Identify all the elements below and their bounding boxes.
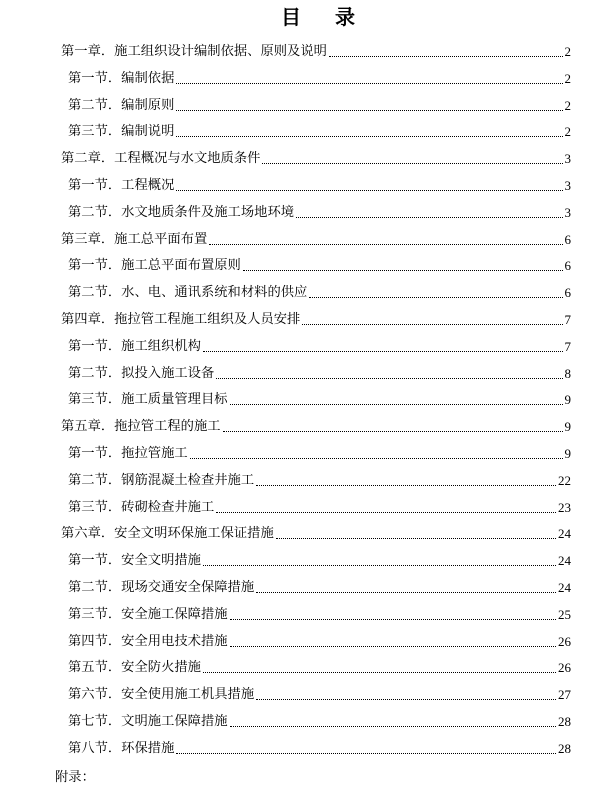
toc-section-entry[interactable] bbox=[68, 337, 571, 357]
toc-dot-leader bbox=[256, 698, 556, 700]
toc-dot-leader bbox=[209, 243, 562, 245]
toc-page-number: 26 bbox=[558, 633, 571, 649]
toc-dot-leader bbox=[216, 377, 562, 379]
toc-entry-label: 第一节．施工组织机构 bbox=[68, 338, 201, 354]
toc-section-entry[interactable] bbox=[68, 685, 571, 705]
toc-entry-label: 第三节．编制说明 bbox=[68, 124, 175, 140]
appendix-label: 附录： bbox=[55, 770, 95, 785]
toc-dot-leader bbox=[203, 671, 556, 673]
toc-section-entry[interactable] bbox=[68, 122, 571, 142]
toc-page-number: 8 bbox=[564, 365, 571, 381]
toc-entry-label: 第七节．文明施工保障措施 bbox=[68, 714, 228, 729]
toc-page-number: 6 bbox=[564, 231, 571, 247]
toc-entry-label: 第三节．砖砌检查井施工 bbox=[68, 499, 215, 515]
toc-entry-label: 第四章．拖拉管工程施工组织及人员安排 bbox=[61, 312, 301, 327]
toc-entry-label: 第二节．水文地质条件及施工场地环境 bbox=[68, 204, 295, 220]
toc-chapter-entry[interactable] bbox=[61, 417, 571, 437]
toc-page-number: 2 bbox=[564, 124, 571, 140]
toc-page-number: 6 bbox=[564, 258, 571, 274]
toc-dot-leader bbox=[302, 323, 562, 325]
toc-dot-leader bbox=[296, 216, 562, 218]
toc-entry-label: 第二节．现场交通安全保障措施 bbox=[68, 580, 255, 595]
toc-entry-label: 第四节．安全用电技术措施 bbox=[68, 633, 228, 649]
toc-page-number: 22 bbox=[558, 472, 571, 488]
toc-section-entry[interactable] bbox=[68, 739, 571, 759]
toc-section-entry[interactable] bbox=[68, 712, 571, 732]
toc-page-number: 28 bbox=[558, 740, 571, 756]
toc-entry-label: 第二章．工程概况与水文地质条件 bbox=[61, 151, 261, 167]
toc-entry-label: 第三节．施工质量管理目标 bbox=[68, 392, 228, 408]
toc-title-char-1: 目 bbox=[281, 5, 301, 29]
toc-page-number: 9 bbox=[564, 419, 571, 435]
toc-chapter-entry[interactable] bbox=[61, 230, 571, 250]
toc-section-entry[interactable] bbox=[68, 551, 571, 571]
toc-entry-label: 第一节．工程概况 bbox=[68, 178, 175, 193]
toc-page-number: 9 bbox=[564, 392, 571, 408]
toc-entry-label: 第一节．施工总平面布置原则 bbox=[68, 258, 241, 274]
toc-page-number: 24 bbox=[558, 553, 571, 569]
toc-page-number: 3 bbox=[564, 178, 571, 193]
toc-page-number: 7 bbox=[564, 312, 571, 327]
toc-chapter-entry[interactable] bbox=[61, 524, 571, 544]
toc-dot-leader bbox=[276, 537, 556, 539]
toc-section-entry[interactable] bbox=[68, 364, 571, 384]
toc-section-entry[interactable] bbox=[68, 283, 571, 303]
toc-section-entry[interactable] bbox=[68, 96, 571, 116]
toc-page-number: 2 bbox=[564, 44, 571, 59]
toc-dot-leader bbox=[256, 591, 556, 593]
toc-dot-leader bbox=[190, 457, 563, 459]
toc-page-number: 6 bbox=[564, 285, 571, 301]
toc-entry-label: 第一节．安全文明措施 bbox=[68, 553, 201, 569]
toc-page-number: 25 bbox=[558, 606, 571, 622]
toc-chapter-entry[interactable] bbox=[61, 310, 571, 330]
toc-entry-label: 第八节．环保措施 bbox=[68, 740, 175, 756]
toc-entry-label: 第二节．编制原则 bbox=[68, 97, 175, 113]
toc-dot-leader bbox=[230, 725, 556, 727]
toc-entry-label: 第六节．安全使用施工机具措施 bbox=[68, 687, 255, 703]
toc-entry-label: 第六章．安全文明环保施工保证措施 bbox=[61, 526, 274, 542]
toc-page-number: 26 bbox=[558, 660, 571, 676]
toc-section-entry[interactable] bbox=[68, 605, 571, 625]
toc-dot-leader bbox=[309, 296, 562, 298]
toc-page-number: 3 bbox=[564, 204, 571, 220]
toc-section-entry[interactable] bbox=[68, 632, 571, 652]
toc-section-entry[interactable] bbox=[68, 69, 571, 89]
toc-dot-leader bbox=[176, 135, 562, 137]
toc-entry-label: 第二节．水、电、通讯系统和材料的供应 bbox=[68, 285, 308, 301]
toc-entry-label: 第三节．安全施工保障措施 bbox=[68, 606, 228, 622]
toc-dot-leader bbox=[203, 564, 556, 566]
toc-dot-leader bbox=[176, 109, 562, 111]
toc-section-entry[interactable] bbox=[68, 578, 571, 598]
toc-page-number: 28 bbox=[558, 714, 571, 729]
toc-entry-label: 第二节．拟投入施工设备 bbox=[68, 365, 215, 381]
toc-page-number: 2 bbox=[564, 70, 571, 86]
toc-title bbox=[0, 2, 606, 32]
toc-section-entry[interactable] bbox=[68, 390, 571, 410]
toc-entry-label: 第一节．编制依据 bbox=[68, 70, 175, 86]
toc-page-number: 2 bbox=[564, 97, 571, 113]
toc-chapter-entry[interactable] bbox=[61, 42, 571, 62]
toc-section-entry[interactable] bbox=[68, 658, 571, 678]
toc-dot-leader bbox=[230, 618, 556, 620]
toc-page-number: 23 bbox=[558, 499, 571, 515]
toc-section-entry[interactable] bbox=[68, 471, 571, 491]
toc-dot-leader bbox=[230, 403, 563, 405]
toc-page-number: 9 bbox=[564, 446, 571, 461]
toc-dot-leader bbox=[256, 484, 556, 486]
toc-entry-label: 第三章．施工总平面布置 bbox=[61, 231, 208, 247]
toc-section-entry[interactable] bbox=[68, 444, 571, 464]
toc-dot-leader bbox=[176, 752, 556, 754]
toc-dot-leader bbox=[203, 350, 563, 352]
toc-page-number: 3 bbox=[564, 151, 571, 167]
toc-section-entry[interactable] bbox=[68, 256, 571, 276]
toc-dot-leader bbox=[223, 430, 563, 432]
toc-section-entry[interactable] bbox=[68, 203, 571, 223]
toc-page-number: 24 bbox=[558, 526, 571, 542]
toc-dot-leader bbox=[176, 82, 562, 84]
toc-entry-label: 第一章．施工组织设计编制依据、原则及说明 bbox=[61, 44, 327, 59]
toc-dot-leader bbox=[329, 55, 563, 57]
toc-entry-label: 第一节．拖拉管施工 bbox=[68, 446, 188, 461]
toc-page-number: 24 bbox=[558, 580, 571, 595]
toc-page-number: 7 bbox=[564, 338, 571, 354]
toc-section-entry[interactable] bbox=[68, 498, 571, 518]
toc-dot-leader bbox=[176, 189, 562, 191]
toc-entry-label: 第二节．钢筋混凝土检查井施工 bbox=[68, 472, 255, 488]
toc-entry-label: 第五节．安全防火措施 bbox=[68, 660, 201, 676]
toc-chapter-entry[interactable] bbox=[61, 149, 571, 169]
toc-dot-leader bbox=[230, 645, 556, 647]
toc-title-char-2: 录 bbox=[335, 5, 355, 29]
toc-dot-leader bbox=[243, 269, 563, 271]
toc-section-entry[interactable] bbox=[68, 176, 571, 196]
toc-entry-label: 第五章．拖拉管工程的施工 bbox=[61, 419, 221, 435]
toc-dot-leader bbox=[262, 162, 562, 164]
toc-dot-leader bbox=[216, 511, 556, 513]
toc-page-number: 27 bbox=[558, 687, 571, 703]
